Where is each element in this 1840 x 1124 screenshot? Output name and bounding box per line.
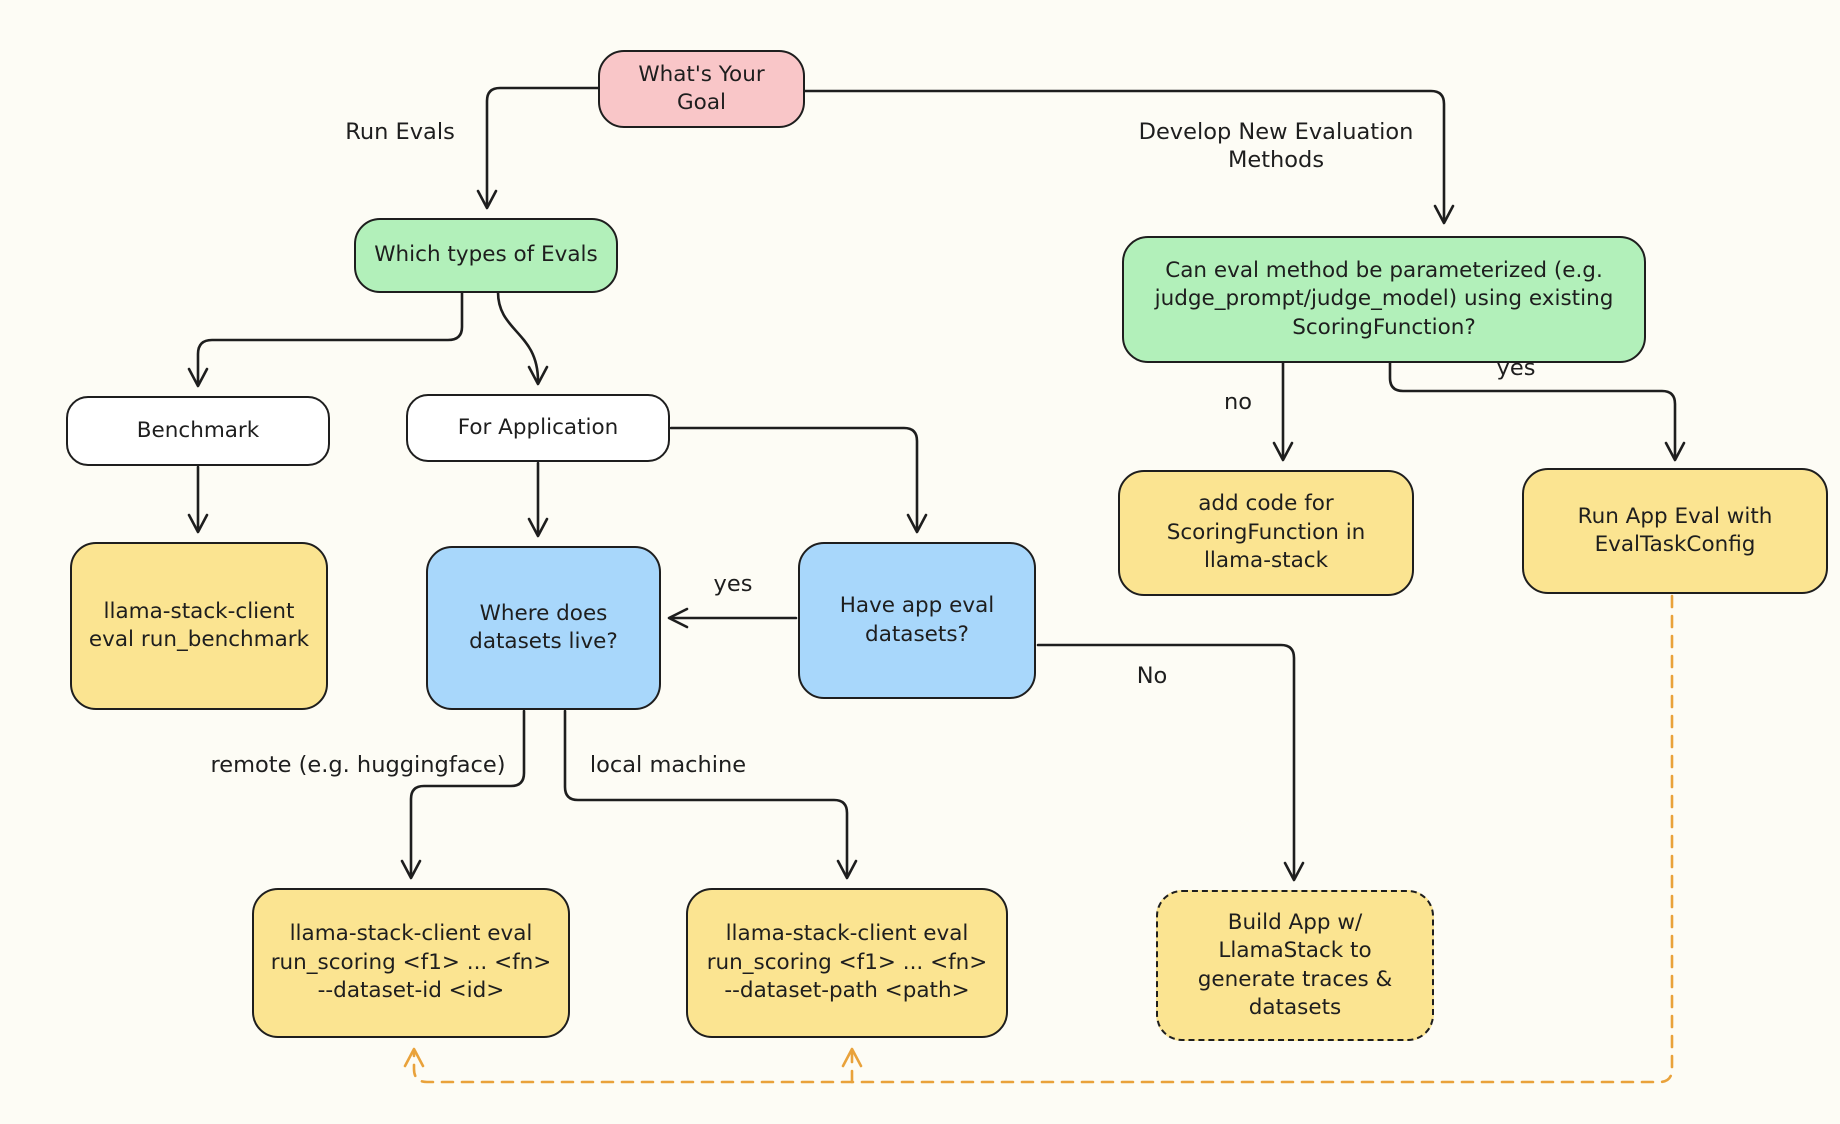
- node-whats-your-goal-label: What's Your Goal: [638, 61, 765, 115]
- arrow-goal-to-which-types: [487, 88, 598, 205]
- node-where-datasets-live-label: Where does datasets live?: [469, 600, 618, 654]
- edge-label-remote-huggingface: remote (e.g. huggingface): [210, 751, 506, 778]
- node-run-app-eval: [1522, 468, 1828, 594]
- node-build-app-llamastack-label: Build App w/ LlamaStack to generate traces & datasets: [1197, 909, 1393, 1020]
- node-run-scoring-dataset-id-label: llama-stack-client eval run_scoring <f1> ... <fn> --dataset-id <id>: [270, 921, 552, 1004]
- node-run-scoring-dataset-path-label: llama-stack-client eval run_scoring <f1> ... <fn> --dataset-path <path>: [706, 921, 988, 1004]
- edge-label-run-evals: Run Evals: [345, 118, 455, 145]
- node-have-app-eval-datasets: [798, 542, 1036, 699]
- node-whats-your-goal: [598, 50, 805, 128]
- node-run-benchmark: [70, 542, 328, 710]
- edge-label-no-have-datasets: No: [1136, 662, 1168, 689]
- node-add-code-scoring-function: [1118, 470, 1414, 596]
- node-param-question: [1122, 236, 1646, 363]
- node-for-application: [406, 394, 670, 462]
- node-have-app-eval-datasets-label: Have app eval datasets?: [839, 593, 995, 647]
- edge-label-yes-have-datasets: yes: [713, 570, 753, 597]
- node-where-datasets-live: [426, 546, 661, 710]
- node-param-question-label: Can eval method be parameterized (e.g. judge_prompt/judge_model) using existing ScoringFunction?: [1154, 257, 1614, 340]
- node-benchmark-label: Benchmark: [136, 417, 260, 443]
- arrow-which-types-to-for-application: [498, 292, 538, 381]
- arrow-where-datasets-to-run-scoring-id: [411, 711, 524, 875]
- node-run-scoring-dataset-id: [252, 888, 570, 1038]
- arrow-where-datasets-to-run-scoring-path: [565, 711, 847, 875]
- edge-label-yes-param: yes: [1496, 354, 1536, 381]
- node-run-scoring-dataset-path: [686, 888, 1008, 1038]
- edge-label-no-param: no: [1223, 388, 1253, 415]
- edge-label-local-machine: local machine: [589, 751, 747, 778]
- edge-label-develop-new-evaluation-methods: Develop New Evaluation Methods: [1138, 118, 1414, 173]
- node-for-application-label: For Application: [457, 414, 619, 440]
- arrow-which-types-to-benchmark: [198, 292, 462, 383]
- node-build-app-llamastack: [1156, 890, 1434, 1041]
- node-run-app-eval-label: Run App Eval with EvalTaskConfig: [1577, 503, 1773, 557]
- arrow-for-application-to-have-datasets: [671, 428, 917, 529]
- node-benchmark: [66, 396, 330, 466]
- node-add-code-scoring-function-label: add code for ScoringFunction in llama-stack: [1166, 491, 1366, 574]
- node-which-types-of-evals-label: Which types of Evals: [374, 242, 598, 268]
- node-run-benchmark-label: llama-stack-client eval run_benchmark: [88, 598, 310, 652]
- node-which-types-of-evals: [354, 218, 618, 293]
